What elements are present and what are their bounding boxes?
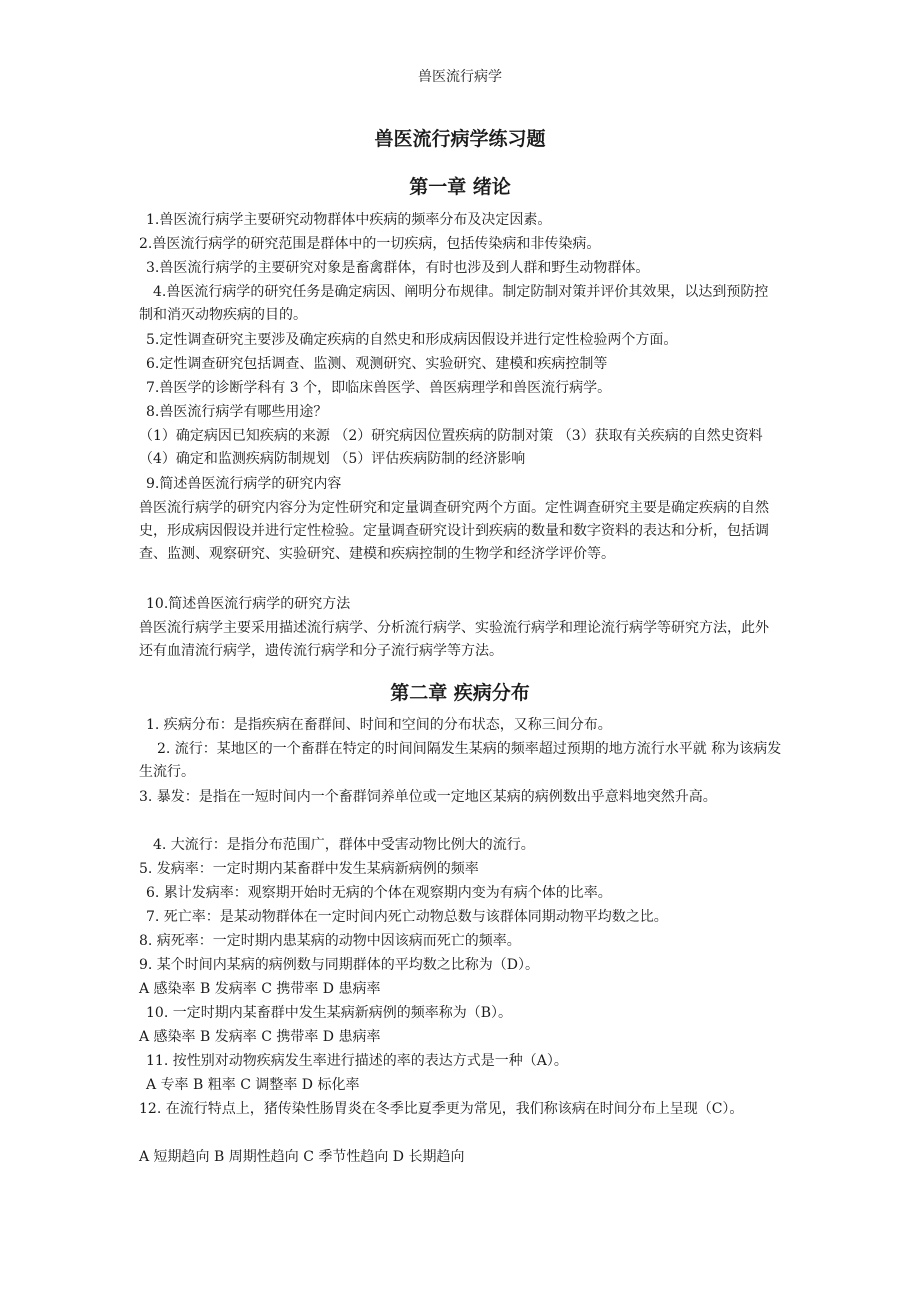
document-title: 兽医流行病学练习题 (374, 128, 546, 150)
ch1-item-10-answer: 兽医流行病学主要采用描述流行病学、分析流行病学、实验流行病学和理论流行病学等研究方法，此外还有血清流行病学，遗传流行病学和分子流行病学等方法。 (139, 620, 769, 659)
ch2-item-7: 7. 死亡率：是某动物群体在一定时间内死亡动物总数与该群体同期动物平均数之比。 (146, 909, 668, 925)
ch2-item-10: 10. 一定时期内某畜群中发生某病新病例的频率称为（B）。 (146, 1005, 513, 1021)
chapter-1-title: 第一章 绪论 (409, 176, 511, 198)
ch1-item-9: 9.简述兽医流行病学的研究内容 (146, 476, 342, 492)
ch1-item-3: 3.兽医流行病学的主要研究对象是畜禽群体，有时也涉及到人群和野生动物群体。 (146, 260, 650, 276)
ch1-item-8: 8.兽医流行病学有哪些用途？ (146, 404, 328, 420)
ch1-item-9-answer: 兽医流行病学的研究内容分为定性研究和定量调查研究两个方面。定性调查研究主要是确定疾病的自然史，形成病因假设并进行定性检验。定量调查研究设计到疾病的数量和数字资料的表达和分析，包括调查、监测、观察研究、实验研究、建模和疾病控制的生物学和经济学评价等。 (139, 500, 769, 562)
ch2-item-1: 1. 疾病分布：是指疾病在畜群间、时间和空间的分布状态，又称三间分布。 (146, 717, 612, 733)
running-header: 兽医流行病学 (418, 69, 502, 85)
ch2-item-4: 4. 大流行：是指分布范围广，群体中受害动物比例大的流行。 (153, 837, 535, 853)
ch2-item-12-text: 12. 在流行特点上，猪传染性肠胃炎在冬季比夏季更为常见，我们称该病在时间分布上呈现（C）。 (139, 1101, 744, 1117)
ch2-item-12-options: A 短期趋向 B 周期性趋向 C 季节性趋向 D 长期趋向 (139, 1149, 465, 1165)
ch1-item-2: 2.兽医流行病学的研究范围是群体中的一切疾病，包括传染病和非传染病。 (139, 236, 601, 252)
ch1-item-8-answer: （1）确定病因已知疾病的来源 （2）研究病因位置疾病的防制对策 （3）获取有关疾病的自然史资料 （4）确定和监测疾病防制规划 （5）评估疾病防制的经济影响 (139, 428, 763, 467)
ch2-item-11-options: A 专率 B 粗率 C 调整率 D 标化率 (146, 1077, 360, 1093)
ch2-item-2: 2. 流行：某地区的一个畜群在特定的时间间隔发生某病的频率超过预期的地方流行水平就 称为该病发生流行。 (139, 741, 782, 780)
ch2-item-6: 6. 累计发病率：观察期开始时无病的个体在观察期内变为有病个体的比率。 (146, 885, 612, 901)
ch1-item-1: 1.兽医流行病学主要研究动物群体中疾病的频率分布及决定因素。 (146, 212, 552, 228)
ch2-item-9-options: A 感染率 B 发病率 C 携带率 D 患病率 (139, 981, 381, 997)
chapter-2-title: 第二章 疾病分布 (390, 682, 530, 704)
ch2-item-9: 9. 某个时间内某病的病例数与同期群体的平均数之比称为（D）。 (139, 957, 540, 973)
ch1-item-4: 4.兽医流行病学的研究任务是确定病因、阐明分布规律。制定防制对策并评价其效果，以达到预防控制和消灭动物疾病的目的。 (139, 284, 769, 323)
ch2-item-5: 5. 发病率：一定时期内某畜群中发生某病新病例的频率 (139, 861, 479, 877)
ch1-item-7: 7.兽医学的诊断学科有 3 个，即临床兽医学、兽医病理学和兽医流行病学。 (146, 380, 612, 396)
ch2-item-12 (139, 1098, 782, 1121)
ch1-item-6: 6.定性调查研究包括调查、监测、观测研究、实验研究、建模和疾病控制等 (146, 356, 608, 372)
ch2-item-3: 3. 暴发：是指在一短时间内一个畜群饲养单位或一定地区某病的病例数出乎意料地突然升高。 (139, 789, 717, 805)
ch2-item-10-options: A 感染率 B 发病率 C 携带率 D 患病率 (139, 1029, 381, 1045)
ch2-item-11: 11. 按性别对动物疾病发生率进行描述的率的表达方式是一种（A）。 (146, 1053, 568, 1069)
ch2-item-8: 8. 病死率：一定时期内患某病的动物中因该病而死亡的频率。 (139, 933, 521, 949)
ch1-item-10: 10.简述兽医流行病学的研究方法 (146, 596, 351, 612)
ch1-item-5: 5.定性调查研究主要涉及确定疾病的自然史和形成病因假设并进行定性检验两个方面。 (146, 332, 678, 348)
